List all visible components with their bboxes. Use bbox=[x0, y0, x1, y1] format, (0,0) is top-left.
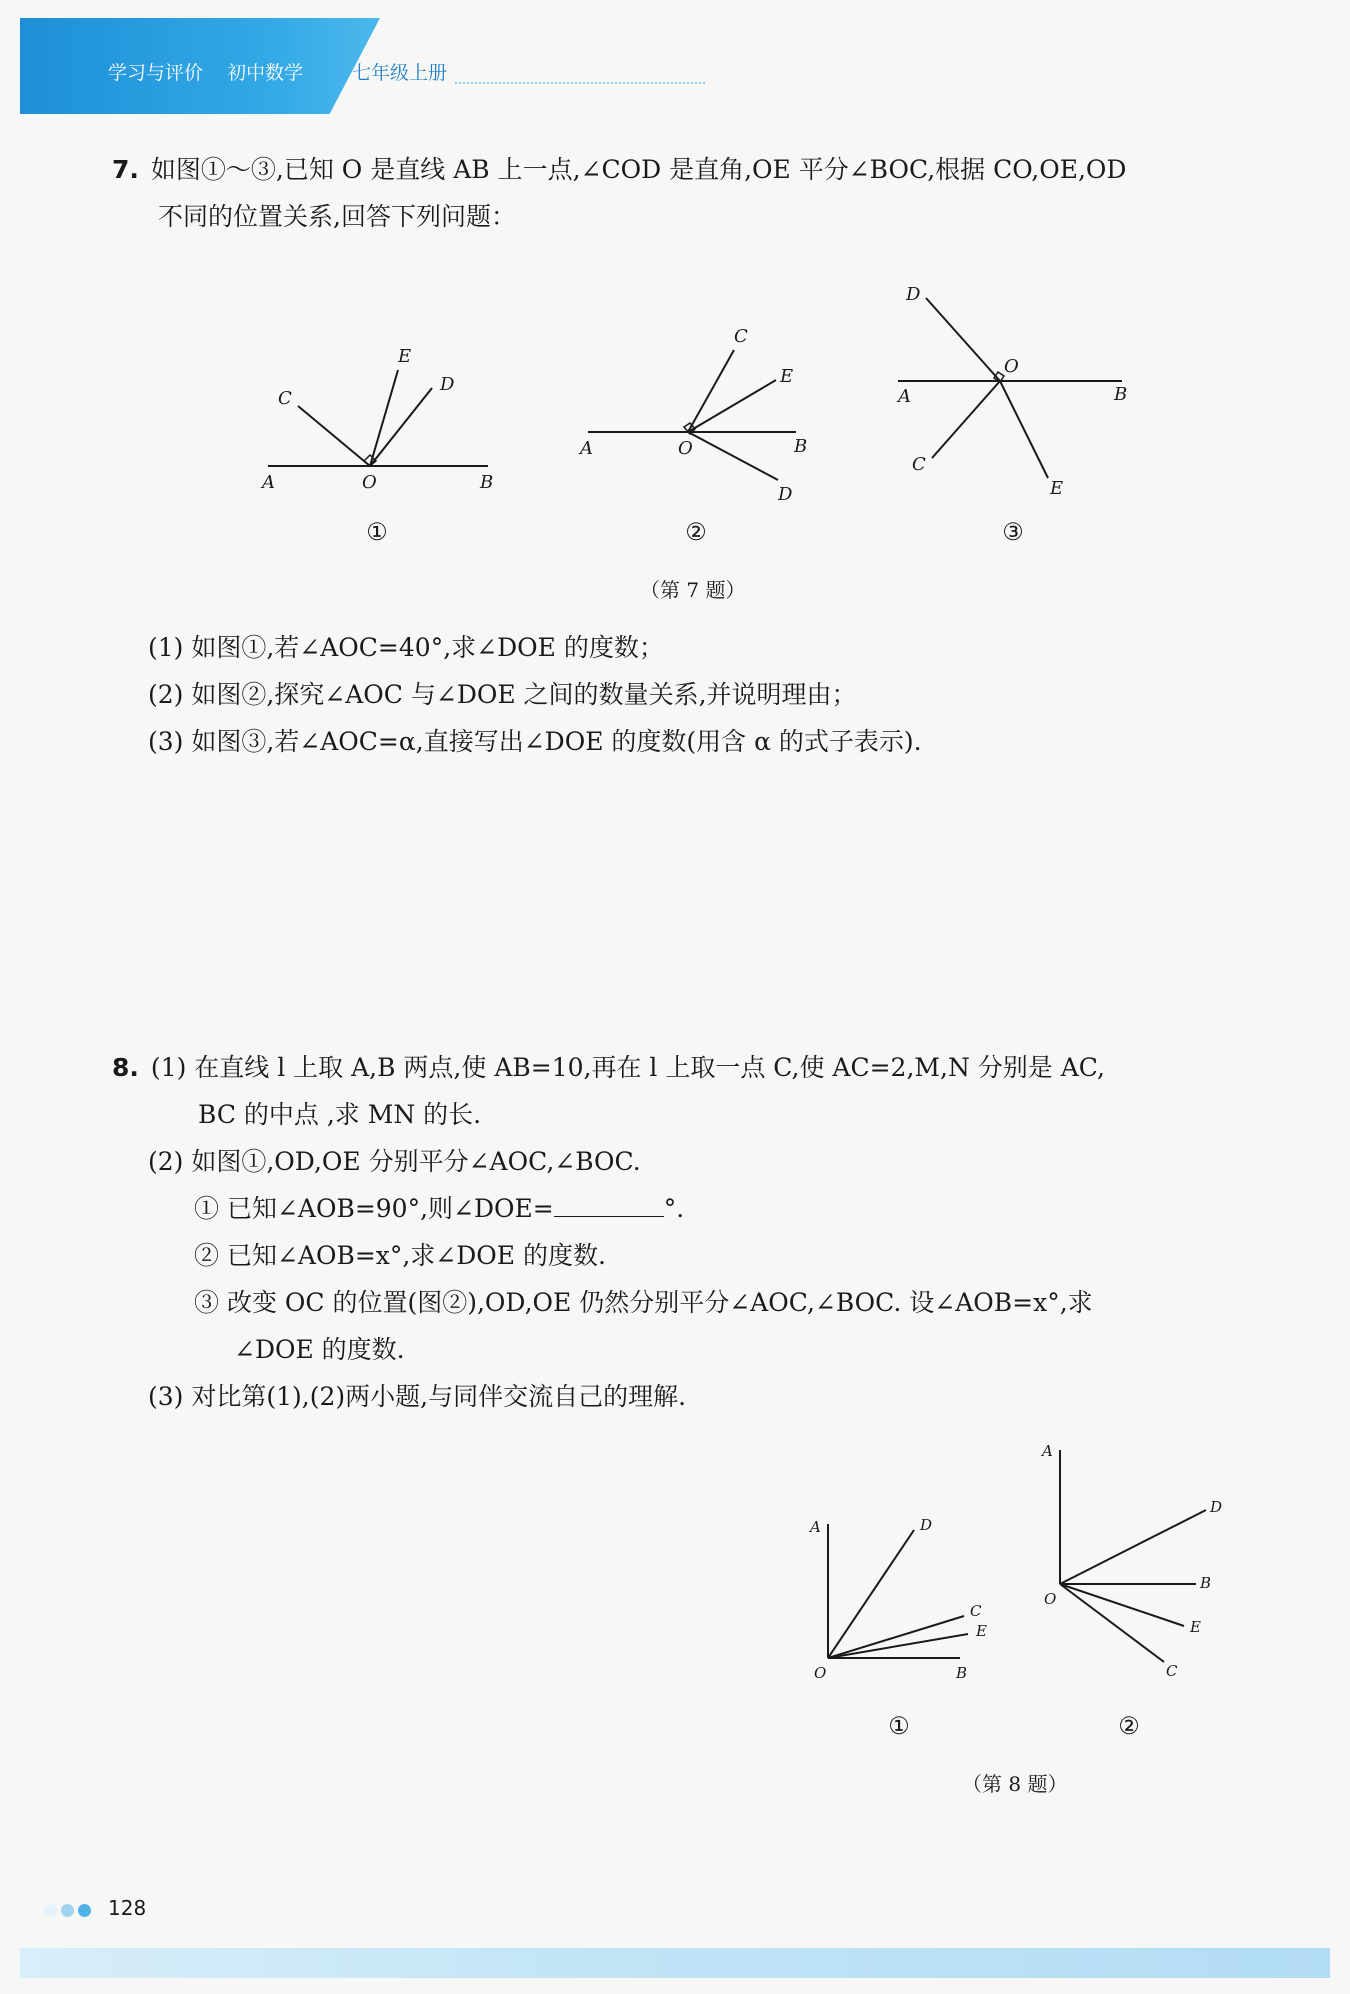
question-7-number: 7. bbox=[112, 155, 139, 184]
question-8-number: 8. bbox=[112, 1053, 139, 1082]
q8-fig1-point-a: A bbox=[810, 1518, 821, 1536]
q8-part-1-line1: (1) 在直线 l 上取 A,B 两点,使 AB=10,再在 l 上取一点 C,使 AC=2,M,N 分别是 AC, bbox=[150, 1053, 1105, 1082]
q7-fig1-point-c: C bbox=[278, 388, 292, 409]
q7-figure-3 bbox=[898, 284, 1138, 499]
q8-fig2-point-a: A bbox=[1042, 1442, 1053, 1460]
q8-fig2-point-b: B bbox=[1200, 1574, 1212, 1592]
q8-part-2-a-suffix: °. bbox=[663, 1194, 685, 1223]
q8-fig2-point-e: E bbox=[1190, 1618, 1201, 1636]
q7-fig1-point-a: A bbox=[262, 472, 275, 493]
q8-caption: （第 8 题） bbox=[962, 1772, 1068, 1796]
question-7-parts bbox=[112, 624, 922, 765]
q8-fig2-point-d: D bbox=[1210, 1498, 1223, 1516]
q7-fig1-point-d: D bbox=[440, 374, 455, 395]
q7-caption: （第 7 题） bbox=[640, 578, 746, 602]
q7-part-2: (2) 如图②,探究∠AOC 与∠DOE 之间的数量关系,并说明理由； bbox=[148, 680, 857, 709]
q8-answer-blank[interactable] bbox=[554, 1190, 664, 1217]
q8-fig2-point-o: O bbox=[1044, 1590, 1057, 1608]
q8-fig1-point-c: C bbox=[970, 1602, 982, 1620]
q8-fig1-point-o: O bbox=[814, 1664, 827, 1682]
header-series: 学习与评价 bbox=[108, 62, 204, 84]
q7-fig2-point-a: A bbox=[580, 438, 593, 459]
q7-figure-1 bbox=[260, 340, 500, 500]
q8-figure-1-label: ① bbox=[888, 1712, 910, 1740]
q8-part-2-a bbox=[112, 1185, 1105, 1232]
footer-dot bbox=[78, 1904, 91, 1917]
q8-part-2-b: ② 已知∠AOB=x°,求∠DOE 的度数. bbox=[194, 1241, 606, 1270]
q8-fig2-point-c: C bbox=[1166, 1662, 1178, 1680]
q7-fig1-point-b: B bbox=[480, 472, 494, 493]
q8-part-2-c-line1: ③ 改变 OC 的位置(图②),OD,OE 仍然分别平分∠AOC,∠BOC. 设∠AOB=x°,求 bbox=[194, 1288, 1093, 1317]
q8-figure-2 bbox=[1036, 1440, 1236, 1680]
page-number: 128 bbox=[108, 1896, 147, 1920]
q8-fig1-point-e: E bbox=[976, 1622, 987, 1640]
footer-dot bbox=[61, 1904, 74, 1917]
q7-figure-1-label: ① bbox=[366, 518, 388, 546]
q7-figure-2 bbox=[578, 320, 818, 505]
header-series-subject bbox=[108, 58, 321, 85]
header-subject: 初中数学 bbox=[227, 62, 304, 84]
q7-fig2-point-o: O bbox=[678, 438, 693, 459]
q8-part-3: (3) 对比第(1),(2)两小题,与同伴交流自己的理解. bbox=[148, 1382, 687, 1411]
q7-part-1: (1) 如图①,若∠AOC=40°,求∠DOE 的度数； bbox=[148, 633, 664, 662]
footer-dot bbox=[44, 1904, 57, 1917]
q7-fig3-point-a: A bbox=[898, 386, 911, 407]
q8-figure-2-label: ② bbox=[1118, 1712, 1140, 1740]
header-dotted-line bbox=[455, 72, 705, 84]
q7-fig1-point-o: O bbox=[362, 472, 377, 493]
q7-figure-2-label: ② bbox=[685, 518, 707, 546]
question-7-stem-line1: 如图①～③,已知 O 是直线 AB 上一点,∠COD 是直角,OE 平分∠BOC,根据 CO,OE,OD bbox=[150, 155, 1127, 184]
q7-fig3-point-o: O bbox=[1004, 356, 1019, 377]
q8-part-2-c-line2: ∠DOE 的度数. bbox=[234, 1335, 405, 1364]
q8-part-2-a-text: ① 已知∠AOB=90°,则∠DOE= bbox=[194, 1194, 554, 1223]
q7-fig3-point-c: C bbox=[912, 454, 926, 475]
q7-fig2-point-b: B bbox=[794, 436, 808, 457]
q7-part-3: (3) 如图③,若∠AOC=α,直接写出∠DOE 的度数(用含 α 的式子表示). bbox=[148, 727, 922, 756]
question-7-stem-line2: 不同的位置关系,回答下列问题： bbox=[158, 202, 516, 231]
q8-fig1-point-b: B bbox=[956, 1664, 968, 1682]
q7-figure-3-label: ③ bbox=[1002, 518, 1024, 546]
q7-fig2-point-c: C bbox=[734, 326, 748, 347]
q7-fig1-point-e: E bbox=[398, 346, 412, 367]
header-grade: 七年级上册 bbox=[352, 62, 448, 84]
q7-fig3-point-d: D bbox=[906, 284, 921, 305]
q8-fig1-point-d: D bbox=[920, 1516, 933, 1534]
page-dots bbox=[44, 1902, 95, 1921]
question-8 bbox=[112, 1044, 1105, 1420]
q8-figure-1 bbox=[810, 1512, 1000, 1682]
q8-part-2-intro: (2) 如图①,OD,OE 分别平分∠AOC,∠BOC. bbox=[148, 1147, 641, 1176]
q7-fig2-point-d: D bbox=[778, 484, 793, 505]
q8-part-1-line2: BC 的中点 ,求 MN 的长. bbox=[198, 1100, 482, 1129]
q7-fig3-point-b: B bbox=[1114, 384, 1128, 405]
footer-band bbox=[20, 1948, 1330, 1978]
q7-fig3-point-e: E bbox=[1050, 478, 1064, 499]
q7-fig2-point-e: E bbox=[780, 366, 794, 387]
question-7-stem bbox=[112, 146, 1126, 240]
